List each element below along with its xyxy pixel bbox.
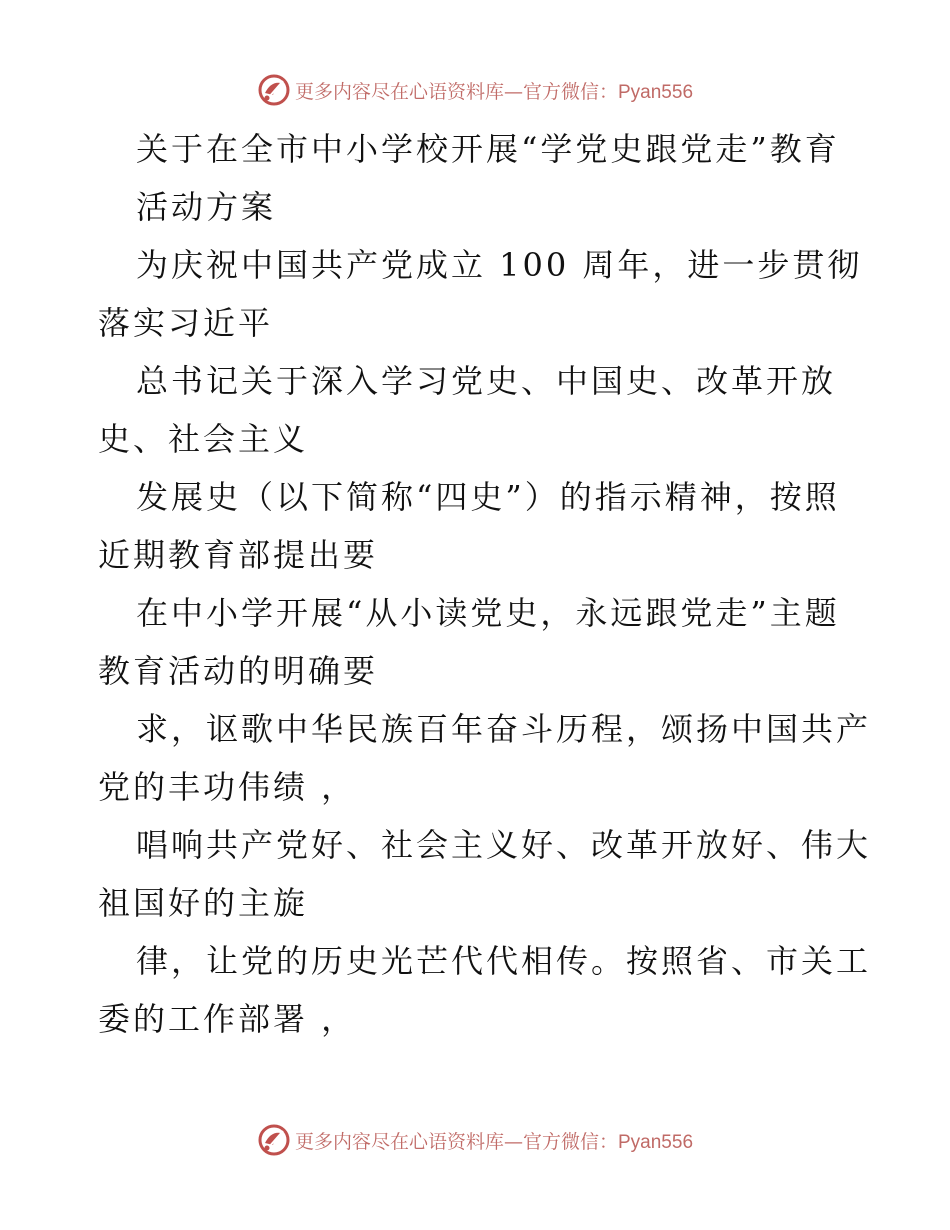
body-text-line: 求，讴歌中华民族百年奋斗历程，颂扬中国共产 xyxy=(136,710,872,748)
document-title-line: 活动方案 xyxy=(136,188,277,226)
body-text-line: 教育活动的明确要 xyxy=(98,652,379,690)
document-title-line: 关于在全市中小学校开展“学党史跟党走”教育 xyxy=(136,130,840,168)
body-text-line: 为庆祝中国共产党成立 100 周年，进一步贯彻 xyxy=(136,246,863,284)
body-text-line: 落实习近平 xyxy=(98,304,274,342)
document-body xyxy=(98,120,872,1048)
watermark-text: 更多内容尽在心语资料库—官方微信：Pyan556 xyxy=(294,1130,694,1153)
watermark-logo-icon xyxy=(257,1123,291,1157)
watermark-text: 更多内容尽在心语资料库—官方微信：Pyan556 xyxy=(294,80,694,103)
header-watermark xyxy=(0,70,950,110)
watermark-logo-icon xyxy=(257,73,291,107)
body-text-line: 委的工作部署 ， xyxy=(98,1000,357,1038)
watermark-handle: Pyan556 xyxy=(618,1131,694,1153)
body-text-line: 党的丰功伟绩 ， xyxy=(98,768,357,806)
body-text-line: 总书记关于深入学习党史、中国史、改革开放 xyxy=(136,362,837,400)
body-text-line: 在中小学开展“从小读党史，永远跟党走”主题 xyxy=(136,594,840,632)
body-text-line: 律，让党的历史光芒代代相传。按照省、市关工 xyxy=(136,942,872,980)
body-text-line: 近期教育部提出要 xyxy=(98,536,379,574)
body-text-line: 祖国好的主旋 xyxy=(98,884,309,922)
body-text-line: 唱响共产党好、社会主义好、改革开放好、伟大 xyxy=(136,826,872,864)
watermark-handle: Pyan556 xyxy=(618,81,694,103)
footer-watermark xyxy=(0,1120,950,1160)
body-text-line: 发展史（以下简称“四史”）的指示精神，按照 xyxy=(136,478,840,516)
body-text-line: 史、社会主义 xyxy=(98,420,309,458)
